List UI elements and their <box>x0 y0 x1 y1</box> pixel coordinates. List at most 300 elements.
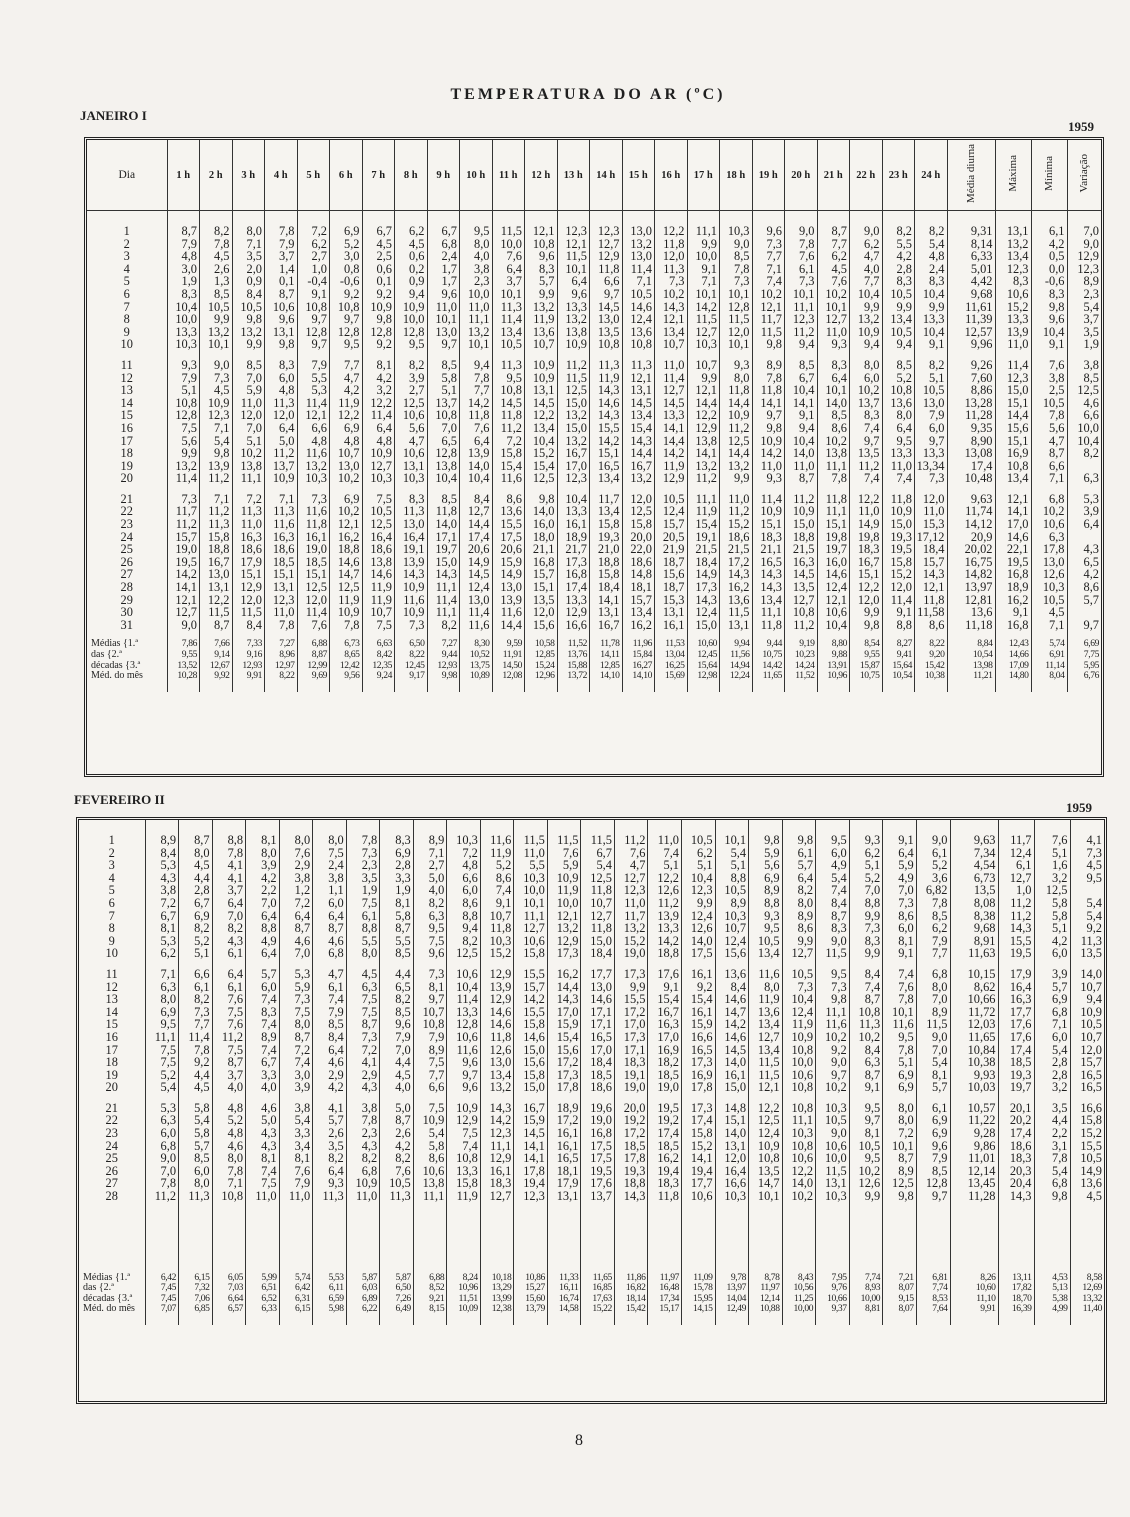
temperature-value: 15,5 <box>590 422 623 435</box>
empty-cell <box>1070 820 1104 834</box>
temperature-value: 8,3 <box>246 1006 280 1019</box>
temperature-value: 9,3 <box>752 472 785 485</box>
temperature-value: 3,8 <box>460 263 493 276</box>
temperature-value: 12,7 <box>460 505 493 518</box>
temperature-value: 14,3 <box>752 568 785 581</box>
temperature-value: 8,4 <box>313 1031 347 1044</box>
temperature-value: 18,8 <box>648 947 682 960</box>
temperature-value: 10,9 <box>749 1140 783 1153</box>
temperature-value: 10,1 <box>749 1190 783 1203</box>
table-row <box>79 1152 1104 1165</box>
temperature-value: 12,9 <box>232 581 265 594</box>
empty-cell <box>720 631 753 639</box>
summary-value: 10,54 <box>882 671 915 682</box>
temperature-value: 10,5 <box>816 1114 850 1127</box>
temperature-value: 15,3 <box>655 594 688 607</box>
temperature-value: 9,3 <box>167 359 200 372</box>
temperature-value: 10,9 <box>413 1114 447 1127</box>
temperature-value: 14,3 <box>998 922 1034 935</box>
temperature-value: 7,9 <box>915 409 948 422</box>
day-number: 19 <box>120 459 133 473</box>
temperature-value: 5,0 <box>413 872 447 885</box>
temperature-value: 16,9 <box>648 1044 682 1057</box>
empty-cell <box>297 631 330 639</box>
day-number: 27 <box>120 568 133 582</box>
empty-cell <box>547 960 581 968</box>
temperature-value: 6,5 <box>427 435 460 448</box>
temperature-value: 13,9 <box>200 460 233 473</box>
temperature-value: 11,5 <box>687 313 720 326</box>
temperature-value: 8,8 <box>882 619 915 632</box>
temperature-value: 0,9 <box>395 275 428 288</box>
temperature-value: 10,3 <box>395 472 428 485</box>
temperature-value: 4,7 <box>395 435 428 448</box>
header-hour: 10 h <box>460 140 493 211</box>
temperature-value: 5,1 <box>179 947 213 960</box>
empty-cell <box>79 1315 145 1325</box>
empty-cell <box>313 1203 347 1273</box>
temperature-value: 12,0 <box>715 1152 749 1165</box>
temperature-value: 11,1 <box>782 1114 816 1127</box>
temperature-value: 5,4 <box>179 1114 213 1127</box>
summary-value: 10,60 <box>687 639 720 650</box>
summary-value: 12,42 <box>330 661 363 672</box>
temperature-value: 8,7 <box>279 922 313 935</box>
temperature-value: 14,6 <box>715 1031 749 1044</box>
temperature-value: 7,5 <box>167 422 200 435</box>
temperature-value: 4,3 <box>145 872 179 885</box>
temperature-value: 5,7 <box>246 968 280 981</box>
temperature-value: 15,0 <box>882 518 915 531</box>
temperature-value: 3,2 <box>362 384 395 397</box>
summary-value: 6,51 <box>246 1283 280 1294</box>
temperature-value: 7,3 <box>179 1006 213 1019</box>
temperature-value: 13,3 <box>557 301 590 314</box>
empty-cell <box>720 485 753 493</box>
summary-value: 9,24 <box>362 671 395 682</box>
temperature-value: 4,1 <box>212 859 246 872</box>
temperature-value: 11,1 <box>460 313 493 326</box>
temperature-value: 7,0 <box>883 884 917 897</box>
temperature-value: 20,02 <box>947 543 995 556</box>
table-row <box>79 847 1104 860</box>
temperature-value: 12,5 <box>1034 884 1070 897</box>
temperature-value: 7,9 <box>916 1152 950 1165</box>
temperature-value: 12,8 <box>167 409 200 422</box>
temperature-value: 17,2 <box>720 556 753 569</box>
temperature-value: 18,7 <box>655 581 688 594</box>
temperature-value: 13,6 <box>720 594 753 607</box>
summary-value: 11,25 <box>782 1294 816 1305</box>
summary-value: 11,91 <box>492 650 525 661</box>
temperature-value: 8,7 <box>212 1056 246 1069</box>
temperature-value: 10,1 <box>817 384 850 397</box>
empty-cell <box>297 351 330 359</box>
temperature-value: 6,82 <box>916 884 950 897</box>
temperature-value: 16,75 <box>947 556 995 569</box>
temperature-value: 10,6 <box>514 935 548 948</box>
temperature-value: 14,6 <box>514 1031 548 1044</box>
temperature-value: 10,9 <box>850 326 883 339</box>
empty-cell <box>395 682 428 692</box>
empty-cell <box>1031 682 1067 692</box>
temperature-value: 6,9 <box>380 847 414 860</box>
temperature-value: 6,33 <box>947 250 995 263</box>
empty-cell <box>395 631 428 639</box>
header-hour: 8 h <box>395 140 428 211</box>
summary-value: 8,07 <box>883 1283 917 1294</box>
empty-cell <box>590 211 623 226</box>
temperature-value: 12,3 <box>614 884 648 897</box>
temperature-value: 8,7 <box>883 1152 917 1165</box>
temperature-value: 5,3 <box>145 859 179 872</box>
temperature-value: 6,0 <box>246 981 280 994</box>
temperature-value: 7,2 <box>492 435 525 448</box>
temperature-value: 7,3 <box>785 275 818 288</box>
temperature-value: 7,8 <box>817 472 850 485</box>
temperature-value: 7,0 <box>232 422 265 435</box>
temperature-value: 7,9 <box>916 935 950 948</box>
temperature-value: 12,5 <box>1067 384 1101 397</box>
day-number: 4 <box>123 262 130 276</box>
temperature-value: 3,7 <box>1067 313 1101 326</box>
temperature-value: 11,74 <box>947 505 995 518</box>
temperature-value: 9,4 <box>1070 993 1104 1006</box>
temperature-value: 7,60 <box>947 372 995 385</box>
summary-value: 10,38 <box>915 671 948 682</box>
temperature-value: 8,8 <box>447 910 481 923</box>
empty-cell <box>492 351 525 359</box>
temperature-value: 4,7 <box>1031 435 1067 448</box>
temperature-value: 12,7 <box>590 238 623 251</box>
temperature-value: 7,9 <box>167 372 200 385</box>
summary-value: 6,22 <box>346 1304 380 1315</box>
temperature-value: 15,4 <box>525 460 558 473</box>
temperature-value: 4,5 <box>179 1081 213 1094</box>
temperature-value: 15,6 <box>514 1056 548 1069</box>
temperature-value: 8,0 <box>279 1018 313 1031</box>
temperature-value: 8,2 <box>915 225 948 238</box>
empty-cell <box>492 631 525 639</box>
temperature-value: 10,5 <box>1031 397 1067 410</box>
table-row <box>79 1190 1104 1203</box>
temperature-value: 12,4 <box>655 505 688 518</box>
temperature-value: 12,0 <box>1070 1044 1104 1057</box>
summary-value: 8,26 <box>950 1273 998 1284</box>
summary-value: 14,80 <box>995 671 1031 682</box>
temperature-value: 6,2 <box>297 238 330 251</box>
temperature-value: 5,7 <box>1067 594 1101 607</box>
temperature-value: 13,2 <box>614 922 648 935</box>
temperature-value: 12,9 <box>590 250 623 263</box>
temperature-value: 7,7 <box>413 1069 447 1082</box>
temperature-value: 8,5 <box>1067 372 1101 385</box>
temperature-value: 10,0 <box>492 238 525 251</box>
temperature-value: 15,7 <box>1070 1056 1104 1069</box>
temperature-value: 13,3 <box>655 409 688 422</box>
temperature-value: 16,6 <box>715 1177 749 1190</box>
temperature-value: 7,5 <box>346 897 380 910</box>
summary-value: 6,42 <box>279 1283 313 1294</box>
summary-value: 6,15 <box>279 1304 313 1315</box>
temperature-value: 17,6 <box>581 1177 615 1190</box>
temperature-value: 11,1 <box>752 606 785 619</box>
empty-cell <box>460 485 493 493</box>
empty-cell <box>179 960 213 968</box>
temperature-value: 4,8 <box>330 435 363 448</box>
temperature-value: 12,2 <box>782 1165 816 1178</box>
summary-value: 14,42 <box>752 661 785 672</box>
empty-cell <box>362 682 395 692</box>
day-number: 7 <box>123 300 130 314</box>
temperature-value: 16,0 <box>525 518 558 531</box>
temperature-value: 12,4 <box>687 606 720 619</box>
temperature-value: 9,2 <box>362 288 395 301</box>
table-row <box>87 301 1101 314</box>
empty-cell <box>265 631 298 639</box>
temperature-value: 8,0 <box>279 834 313 847</box>
temperature-value: 8,38 <box>950 910 998 923</box>
empty-cell <box>447 1203 481 1273</box>
summary-value: 9,16 <box>232 650 265 661</box>
temperature-value: 12,5 <box>525 472 558 485</box>
table-row <box>87 581 1101 594</box>
temperature-value: 10,8 <box>995 460 1031 473</box>
temperature-value: 8,7 <box>785 472 818 485</box>
temperature-value: 10,8 <box>782 1044 816 1057</box>
empty-cell <box>882 211 915 226</box>
temperature-value: 5,6 <box>749 859 783 872</box>
temperature-value: 10,2 <box>817 288 850 301</box>
temperature-value: 9,0 <box>916 1031 950 1044</box>
summary-value: 16,27 <box>622 661 655 672</box>
summary-value: 7,95 <box>816 1273 850 1284</box>
empty-cell <box>330 211 363 226</box>
temperature-value: 7,6 <box>297 619 330 632</box>
temperature-value: 9,63 <box>950 834 998 847</box>
temperature-value: 11,1 <box>817 460 850 473</box>
summary-value: 8,30 <box>460 639 493 650</box>
temperature-value: 8,9 <box>1067 275 1101 288</box>
table-row <box>87 225 1101 238</box>
temperature-value: 3,0 <box>330 250 363 263</box>
table-row <box>79 1140 1104 1153</box>
temperature-value: 15,3 <box>915 518 948 531</box>
temperature-value: 19,4 <box>514 1177 548 1190</box>
temperature-value: 10,8 <box>330 301 363 314</box>
month-label-january: JANEIRO I <box>80 108 147 123</box>
temperature-value: 7,0 <box>380 1044 414 1057</box>
temperature-value: 8,0 <box>850 359 883 372</box>
temperature-value: 16,2 <box>622 619 655 632</box>
temperature-value: 11,9 <box>362 594 395 607</box>
day-number: 9 <box>108 934 115 948</box>
temperature-value: 2,8 <box>380 859 414 872</box>
temperature-value: 14,4 <box>655 435 688 448</box>
empty-cell <box>915 631 948 639</box>
summary-value: 10,00 <box>782 1304 816 1315</box>
temperature-value: 15,1 <box>850 568 883 581</box>
summary-value: 7,03 <box>212 1283 246 1294</box>
temperature-value: 7,8 <box>883 1044 917 1057</box>
empty-cell <box>246 1094 280 1102</box>
table-row <box>79 947 1104 960</box>
temperature-value: 5,4 <box>1034 1044 1070 1057</box>
summary-value: 8,22 <box>395 650 428 661</box>
temperature-value: 18,5 <box>998 1056 1034 1069</box>
empty-cell <box>655 682 688 692</box>
temperature-value: 8,0 <box>460 238 493 251</box>
temperature-value: 18,3 <box>998 1152 1034 1165</box>
temperature-value: 10,6 <box>816 1140 850 1153</box>
temperature-value: 11,8 <box>752 384 785 397</box>
temperature-value: 10,5 <box>1031 594 1067 607</box>
temperature-value: 15,8 <box>492 447 525 460</box>
temperature-value: 4,5 <box>179 859 213 872</box>
temperature-value: 2,8 <box>1034 1069 1070 1082</box>
table-row <box>79 1006 1104 1019</box>
temperature-value: 6,7 <box>145 910 179 923</box>
temperature-value: 10,2 <box>817 435 850 448</box>
temperature-value: 9,8 <box>265 338 298 351</box>
temperature-value: 5,8 <box>380 910 414 923</box>
summary-value: 12,85 <box>590 661 623 672</box>
temperature-value: 11,9 <box>362 581 395 594</box>
temperature-value: 4,2 <box>380 1140 414 1153</box>
temperature-value: 8,0 <box>720 372 753 385</box>
temperature-value: 10,1 <box>557 263 590 276</box>
temperature-value: 6,2 <box>145 947 179 960</box>
summary-value: 8,96 <box>265 650 298 661</box>
summary-value: 12,99 <box>297 661 330 672</box>
empty-cell <box>427 351 460 359</box>
temperature-value: 18,6 <box>232 543 265 556</box>
summary-value: 8,87 <box>297 650 330 661</box>
temperature-value: 11,4 <box>297 397 330 410</box>
table-row <box>87 543 1101 556</box>
temperature-value: 14,6 <box>590 397 623 410</box>
empty-cell <box>1034 960 1070 968</box>
temperature-value: 14,3 <box>480 1102 514 1115</box>
empty-cell <box>785 351 818 359</box>
temperature-value: 14,4 <box>720 397 753 410</box>
temperature-value: 11,9 <box>525 313 558 326</box>
summary-value: 11,33 <box>547 1273 581 1284</box>
empty-cell <box>648 1315 682 1325</box>
temperature-value: 11,6 <box>460 619 493 632</box>
temperature-value: 5,1 <box>715 859 749 872</box>
temperature-value: 14,5 <box>715 1044 749 1057</box>
temperature-value: 3,1 <box>1034 1140 1070 1153</box>
temperature-value: 6,0 <box>313 897 347 910</box>
empty-cell <box>998 960 1034 968</box>
temperature-value: 7,6 <box>614 847 648 860</box>
year-label-february: 1959 <box>1066 800 1092 815</box>
empty-cell <box>145 1315 179 1325</box>
summary-value: 5,95 <box>1067 661 1101 672</box>
temperature-value: 11,4 <box>362 409 395 422</box>
temperature-value: 14,0 <box>427 518 460 531</box>
temperature-value: 10,8 <box>447 1152 481 1165</box>
temperature-value: 2,5 <box>362 250 395 263</box>
temperature-value: 5,2 <box>145 1069 179 1082</box>
temperature-value: 7,8 <box>1031 409 1067 422</box>
summary-value: 6,89 <box>346 1294 380 1305</box>
temperature-value: 12,6 <box>648 884 682 897</box>
summary-value: 9,88 <box>817 650 850 661</box>
temperature-value: 12,8 <box>427 447 460 460</box>
temperature-value: 19,0 <box>614 947 648 960</box>
temperature-value: 14,8 <box>622 568 655 581</box>
summary-value: 9,59 <box>492 639 525 650</box>
temperature-value: 15,7 <box>655 518 688 531</box>
temperature-value: 15,8 <box>682 1127 716 1140</box>
temperature-value: 6,6 <box>297 422 330 435</box>
empty-cell <box>687 682 720 692</box>
table-row <box>87 397 1101 410</box>
temperature-value: 10,7 <box>1070 981 1104 994</box>
temperature-value: 20,5 <box>655 531 688 544</box>
temperature-value: 11,8 <box>648 1190 682 1203</box>
temperature-value: 14,5 <box>492 397 525 410</box>
temperature-value: 8,1 <box>413 981 447 994</box>
temperature-value: 14,0 <box>785 447 818 460</box>
temperature-value: 4,8 <box>297 435 330 448</box>
summary-row <box>79 1273 1104 1284</box>
summary-value: 7,27 <box>427 639 460 650</box>
temperature-value: 5,3 <box>279 968 313 981</box>
temperature-value: 7,5 <box>279 1006 313 1019</box>
temperature-value: 19,3 <box>998 1069 1034 1082</box>
temperature-value: 6,3 <box>145 1114 179 1127</box>
temperature-value: 13,5 <box>850 447 883 460</box>
summary-value: 15,95 <box>682 1294 716 1305</box>
temperature-value: 15,5 <box>492 518 525 531</box>
temperature-value: 13,7 <box>427 397 460 410</box>
temperature-value: 8,6 <box>1067 581 1101 594</box>
temperature-value: 1,2 <box>279 884 313 897</box>
empty-cell <box>145 820 179 834</box>
temperature-value: 15,1 <box>715 1114 749 1127</box>
empty-cell <box>682 1203 716 1273</box>
summary-value: 6,50 <box>380 1283 414 1294</box>
temperature-value: 4,4 <box>179 872 213 885</box>
temperature-value: 9,9 <box>849 1190 883 1203</box>
temperature-value: 14,0 <box>782 1177 816 1190</box>
temperature-value: 14,12 <box>947 518 995 531</box>
temperature-value: 6,2 <box>850 238 883 251</box>
temperature-value: 16,5 <box>1070 1069 1104 1082</box>
temperature-value: 9,5 <box>849 1102 883 1115</box>
empty-cell <box>998 1203 1034 1273</box>
temperature-value: 9,9 <box>850 301 883 314</box>
temperature-value: 11,8 <box>480 1031 514 1044</box>
temperature-value: 4,2 <box>313 1081 347 1094</box>
temperature-value: 8,3 <box>816 922 850 935</box>
temperature-value: 11,6 <box>883 1018 917 1031</box>
month-label-february: FEVEREIRO II <box>74 792 165 807</box>
temperature-value: 8,4 <box>460 493 493 506</box>
temperature-value: 18,3 <box>648 1177 682 1190</box>
temperature-value: 0,2 <box>395 263 428 276</box>
empty-cell <box>246 1315 280 1325</box>
header-hour: 1 h <box>167 140 200 211</box>
temperature-value: 8,7 <box>167 225 200 238</box>
summary-value: 17,09 <box>995 661 1031 672</box>
february-table-frame <box>76 817 1107 1404</box>
temperature-value: 16,4 <box>362 531 395 544</box>
temperature-value: 13,2 <box>557 435 590 448</box>
